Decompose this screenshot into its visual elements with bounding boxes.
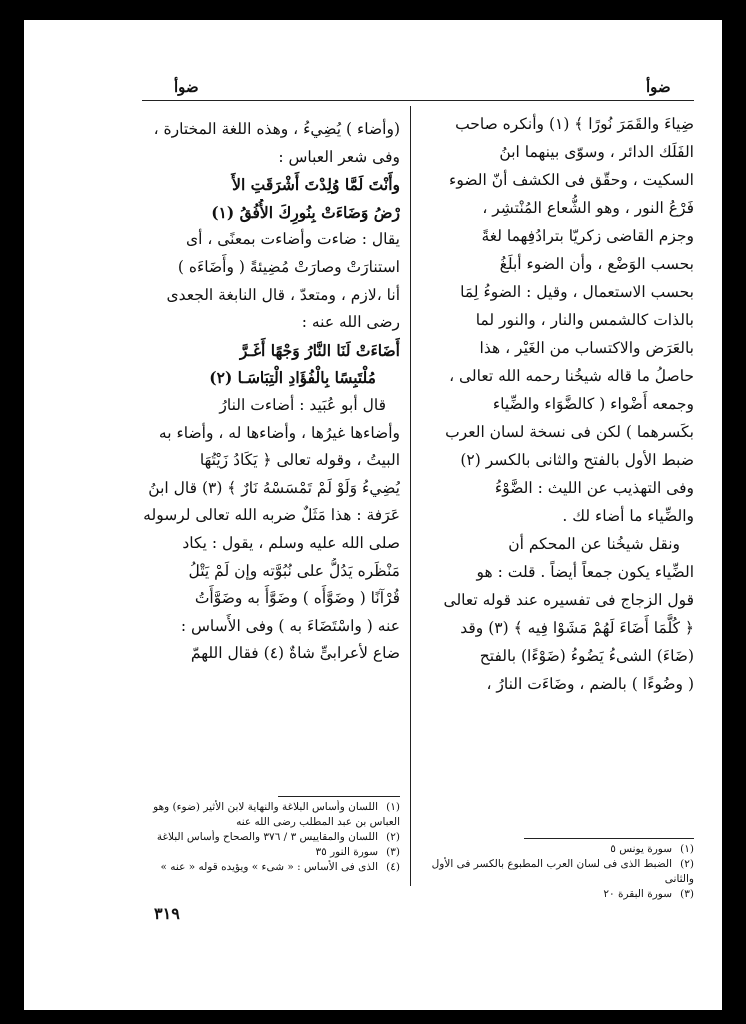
running-head-right: ضوأ (646, 78, 671, 96)
footnote-number: (٣) (386, 846, 400, 858)
verse-line: رْضُ وَضَاءَتْ بِنُورِكَ الأُفُقُ (١) (211, 202, 400, 222)
footnote-item (136, 845, 400, 860)
book-page (24, 20, 722, 1010)
text-line: بالذات كالشمس والنار ، والنور لما (475, 311, 694, 329)
footnote-text: اللسان والمقاييس ٣ / ٣٧٦ والصحاح وأساس البلاغة (156, 831, 378, 843)
footnote-text: اللسان وأساس البلاغة والنهاية لابن الأثير (ضوء) وهو العباس بن عبد المطلب رضى الله عنه (153, 801, 400, 828)
verse-line: وأَنْتَ لَمَّا وُلِدْتَ أَشْرَقَتِ الأَ (232, 175, 400, 195)
text-line: قال أبو عُبَيد : أضاءت النارُ (219, 395, 386, 414)
text-line: مَنْظَره يَدُلُّ على نُبُوَّته وإن لَمْ يَتْلُ (188, 561, 400, 580)
text-line: وأضاءها غيرُها ، وأضاءها له ، وأضاء به (158, 423, 400, 442)
text-line: بالعَرَض والاكتساب من الغَيْر ، هذا (479, 339, 694, 357)
text-line: حاصلُ ما قاله شيخُنا رحمه الله تعالى ، (449, 367, 694, 385)
verse-line: مُلْتَبِسًا بِالْفُؤَادِ الْتِبَاسَـا (٢) (209, 368, 376, 388)
text-line: بكَسرهما ) لكن فى نسخة لسان العرب (445, 423, 694, 441)
footnote-number: (٢) (386, 831, 400, 843)
footnote-number: (٣) (680, 888, 694, 900)
text-line: (ضَاءَ) الشىءُ يَضُوءُ (ضَوْءًا) بالفتح (479, 647, 694, 665)
footnote-text: سورة النور ٣٥ (315, 846, 378, 858)
text-line: السكيت ، وحقّق فى الكشف أنّ الضوء (449, 171, 694, 189)
footnote-text: الضبط الذى فى لسان العرب المطبوع بالكسر فى الأول والثانى (431, 858, 694, 885)
text-line: ضبط الأول بالفتح والثانى بالكسر (٢) (460, 451, 694, 469)
text-line: الضِّياء يكون جمعاً أيضاً . قلت : هو (476, 563, 694, 581)
text-line: ضاع لأعرابىٍّ شاةٌ (٤) فقال اللهمّ (190, 644, 400, 663)
text-line: ضِياءَ والقَمَرَ نُورًا ﴾ (١) وأنكره صاحب (455, 115, 694, 133)
footnote-item (424, 857, 694, 887)
footnote-text: سورة البقرة ٢٠ (603, 888, 672, 900)
footnotes-right (424, 842, 694, 902)
text-line: ( وضُوءًا ) بالضم ، وضَاءَت النارُ ، (486, 675, 694, 693)
text-line: يقال : ضاءت وأضاءت بمعنًى ، أى (185, 230, 400, 249)
text-line: والضِّياء ما أضاء لك . (562, 507, 694, 525)
text-line: صلى الله عليه وسلم ، يقول : يكاد (182, 533, 400, 552)
footnote-text: سورة يونس ٥ (610, 843, 672, 855)
page-number: ٣١٩ (154, 904, 180, 923)
text-line: أنا ،لازم ، ومتعدّ ، قال النابغة الجعدى (166, 285, 400, 304)
footnote-number: (٤) (386, 861, 400, 873)
text-line: يُضِيءُ وَلَوْ لَمْ تَمْسَسْهُ نَارٌ ﴾ (٣) قال ابنُ (148, 478, 400, 497)
footnote-rule-right (524, 838, 694, 839)
text-line: وجزم القاضى زكريّا بترادُفِهما لغةً (481, 227, 694, 245)
text-line: وفى شعر العباس : (278, 147, 400, 166)
running-head-left: ضوأ (174, 78, 199, 96)
left-column (136, 116, 400, 668)
footnote-number: (٢) (680, 858, 694, 870)
text-line: عَرَفة : هذا مَثَلٌ ضربه الله تعالى لرسوله (143, 506, 400, 525)
verse-line: أَضَاءَتْ لَنَا النَّارُ وَجْهًا أَغَـرَّ (239, 340, 400, 360)
text-line: (وأضاء ) يُضِيءُ ، وهذه اللغة المختارة ، (153, 120, 400, 138)
text-line: عنه ( واسْتَضَاءَ به ) وفى الأَساس : (180, 616, 400, 635)
text-line: ونقل شيخُنا عن المحكم أن (508, 535, 680, 553)
footnote-item (424, 887, 694, 902)
footnote-item (136, 800, 400, 830)
text-line: ﴿ كُلَّمَا أَضَاءَ لَهُمْ مَشَوْا فِيه ﴾ (٣) وقد (460, 619, 694, 637)
footnote-number: (١) (680, 843, 694, 855)
text-line: استنارَتْ وصارَتْ مُضِيئةً ( وأَضَاءَه ) (177, 257, 400, 276)
footnote-number: (١) (386, 801, 400, 813)
footnote-item (424, 842, 694, 857)
footnotes-left (136, 800, 400, 875)
right-column (424, 110, 694, 698)
text-line: قُرْآنًا ( وضَوَّأَه ) وضَوَّأَ به وضَوَّأَتُ (194, 589, 400, 608)
footnote-item (136, 860, 400, 875)
text-line: فَرْعُ النور ، وهو الشُّعاع المُنْتشِر ، (482, 199, 694, 217)
text-line: بحسب الوَضْع ، وأن الضوء أبلَغُ (499, 255, 694, 273)
column-divider (410, 106, 411, 886)
text-line: وجمعه أَضْواء ( كالضَّوَاء والضِّياء (492, 395, 694, 413)
header-rule (142, 100, 694, 101)
footnote-rule-left (278, 796, 400, 797)
footnote-item (136, 830, 400, 845)
text-line: بحسب الاستعمال ، وقيل : الضوءُ لِمَا (460, 283, 694, 301)
text-line: وفى التهذيب عن الليث : الضَّوْءُ (494, 479, 694, 497)
text-line: قول الزجاج فى تفسيره عند قوله تعالى (443, 591, 694, 609)
footnote-text: الذى فى الأساس : « شىء » ويؤيده قوله « عنه » (160, 861, 378, 873)
text-line: الفَلَك الدائر ، وسوّى بينهما ابنُ (499, 143, 694, 161)
text-line: البيتُ ، وقوله تعالى ﴿ يَكَادُ زَيْتُهَا (199, 451, 400, 470)
text-line: رضى الله عنه : (301, 313, 400, 332)
